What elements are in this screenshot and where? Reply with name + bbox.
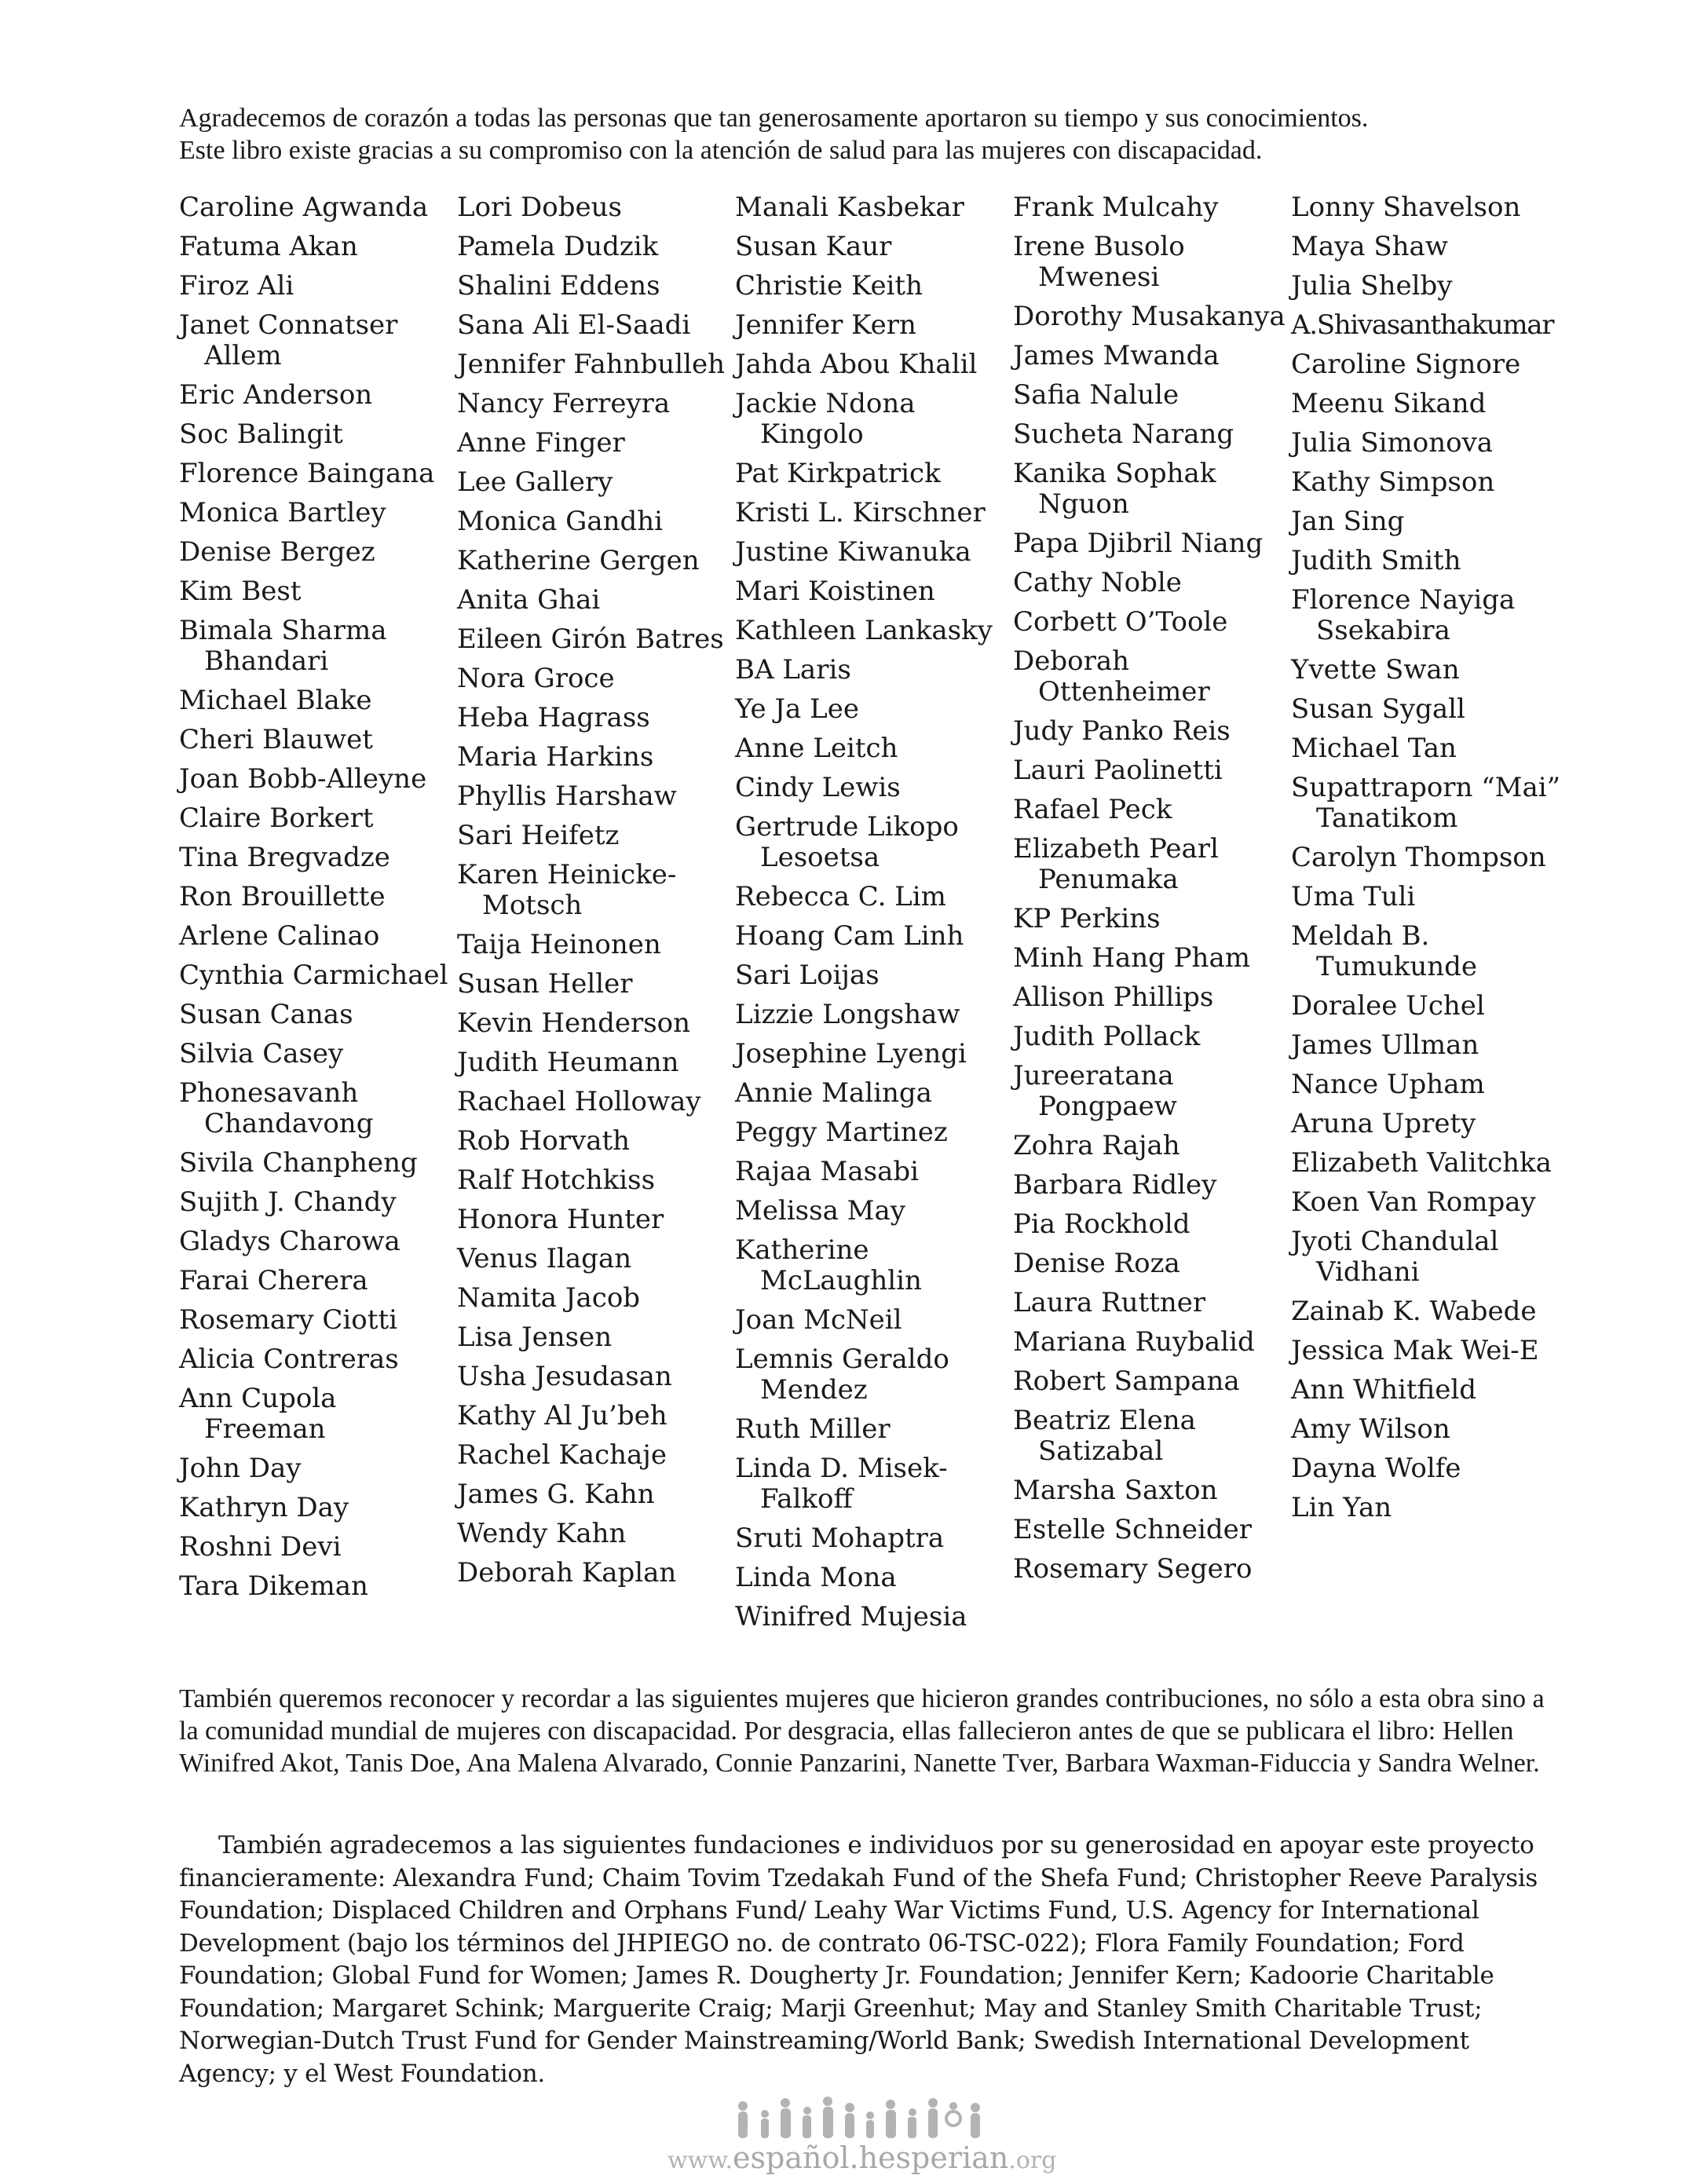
contributor-name: Ye Ja Lee: [735, 693, 859, 725]
contributor-name: Sruti Mohaptra: [735, 1523, 945, 1554]
contributor-name: Judith Pollack: [1013, 1021, 1201, 1052]
contributor-name: Robert Sampana: [1013, 1366, 1240, 1397]
contributor-name: Yvette Swan: [1291, 654, 1460, 686]
contributor-name: Phyllis Harshaw: [457, 781, 677, 812]
contributor-name: Justine Kiwanuka: [735, 536, 971, 568]
contributor-name: Rebecca C. Lim: [735, 881, 946, 912]
contributor-name: Barbara Ridley: [1013, 1169, 1217, 1201]
contributor-name: Susan Kaur: [735, 231, 892, 262]
contributor-name: Dayna Wolfe: [1291, 1453, 1461, 1484]
contributor-name: Jan Sing: [1291, 506, 1405, 537]
contributor-name: Uma Tuli: [1291, 881, 1416, 912]
contributor-name: Anita Ghai: [457, 584, 601, 616]
contributor-name: Zainab K. Wabede: [1291, 1296, 1537, 1327]
contributor-name: Laura Ruttner: [1013, 1287, 1206, 1318]
contributor-name: Zohra Rajah: [1013, 1130, 1180, 1161]
contributor-name: Rosemary Ciotti: [179, 1304, 397, 1336]
contributor-name: Ralf Hotchkiss: [457, 1164, 656, 1196]
contributor-name: Mariana Ruybalid: [1013, 1326, 1255, 1358]
contributor-name: Kathryn Day: [179, 1492, 349, 1523]
contributor-name: Jackie Ndona Kingolo: [735, 388, 916, 450]
contributor-name: Lori Dobeus: [457, 192, 622, 223]
contributor-name: Michael Tan: [1291, 733, 1457, 764]
people-silhouettes-icon: [667, 2095, 1044, 2144]
contributor-name: Judith Smith: [1291, 545, 1461, 576]
contributor-name: Florence Nayiga Ssekabira: [1291, 584, 1516, 646]
contributor-name: Estelle Schneider: [1013, 1514, 1252, 1545]
contributor-name: Minh Hang Pham: [1013, 942, 1250, 974]
contributor-name: Lisa Jensen: [457, 1322, 613, 1353]
contributor-name: Sana Ali El-Saadi: [457, 309, 691, 341]
intro-line-2: Este libro existe gracias a su compromiso con la atención de salud para las mujeres con discapacidad.: [179, 136, 1263, 165]
contributor-name: Kanika Sophak Nguon: [1013, 458, 1216, 520]
contributor-name: Maya Shaw: [1291, 231, 1448, 262]
contributor-name: Ron Brouillette: [179, 881, 386, 912]
contributor-name: Gertrude Likopo Lesoetsa: [735, 811, 959, 873]
contributor-name: Katherine McLaughlin: [735, 1234, 922, 1296]
contributor-name: Michael Blake: [179, 685, 372, 716]
contributor-name: Phonesavanh Chandavong: [179, 1077, 374, 1139]
contributor-name: Deborah Ottenheimer: [1013, 645, 1210, 707]
contributor-name: Susan Canas: [179, 999, 353, 1030]
contributor-name: Monica Bartley: [179, 497, 386, 528]
contributor-name: Kevin Henderson: [457, 1007, 691, 1039]
contributor-name: Denise Bergez: [179, 536, 375, 568]
contributor-name: Papa Djibril Niang: [1013, 528, 1264, 559]
contributor-name: Mari Koistinen: [735, 576, 935, 607]
contributor-name: Manali Kasbekar: [735, 192, 964, 223]
contributor-name: Ann Whitfield: [1291, 1374, 1476, 1406]
contributor-name: Jahda Abou Khalil: [735, 349, 978, 380]
contributor-name: Jureeratana Pongpaew: [1013, 1060, 1177, 1122]
url-suffix: .org: [1008, 2147, 1057, 2174]
contributor-name: Arlene Calinao: [179, 920, 380, 952]
contributor-name: Lauri Paolinetti: [1013, 755, 1223, 786]
contributor-name: Heba Hagrass: [457, 702, 650, 733]
contributor-name: Anne Leitch: [735, 733, 898, 764]
contributor-name: Linda Mona: [735, 1562, 897, 1593]
contributor-name: Pia Rockhold: [1013, 1208, 1190, 1240]
contributor-name: Beatriz Elena Satizabal: [1013, 1405, 1196, 1467]
contributor-name: Kathy Al Ju’beh: [457, 1400, 667, 1431]
url-prefix: www.: [667, 2147, 733, 2174]
contributor-name: Nora Groce: [457, 663, 615, 694]
contributor-name: Josephine Lyengi: [735, 1038, 967, 1069]
contributor-name: A.Shivasanthakumar: [1291, 309, 1554, 341]
contributor-name: Lonny Shavelson: [1291, 192, 1521, 223]
contributor-name: Lemnis Geraldo Mendez: [735, 1344, 949, 1406]
contributor-name: Sari Loijas: [735, 960, 880, 991]
contributor-name: Hoang Cam Linh: [735, 920, 964, 952]
contributor-name: Julia Simonova: [1291, 427, 1494, 459]
contributor-name: Melissa May: [735, 1195, 905, 1227]
contributor-name: Doralee Uchel: [1291, 990, 1485, 1022]
contributor-names: [179, 192, 1577, 1669]
footer-logo: [667, 2095, 1057, 2175]
contributor-name: Farai Cherera: [179, 1265, 368, 1296]
contributor-name: Sujith J. Chandy: [179, 1186, 397, 1218]
names-column-5: [1291, 192, 1574, 1532]
contributor-name: Winifred Mujesia: [735, 1601, 967, 1632]
contributor-name: Jessica Mak Wei-E: [1291, 1335, 1539, 1366]
contributor-name: Fatuma Akan: [179, 231, 358, 262]
contributor-name: Tara Dikeman: [179, 1570, 368, 1602]
contributor-name: James Ullman: [1291, 1029, 1479, 1061]
funders-paragraph: También agradecemos a las siguientes fundaciones e individuos por su generosidad en apoyar este proyecto financieramente: Alexandra Fund; Chaim Tovim Tzedakah Fund of the Shefa Fund; Christopher Reeve Paralysis Foundation; Displaced Children and Orphans Fund/ Leahy War Victims Fund, U.S. Agency for International Development (bajo los términos del JHPIEGO no. de contrato 06-TSC-022); Flora Family Foundation; Ford Foundation; Global Fund for Women; James R. Dougherty Jr. Foundation; Jennifer Kern; Kadoorie Charitable Foundation; Margaret Schink; Marguerite Craig; Marji Greenhut; May and Stanley Smith Charitable Trust; Norwegian-Dutch Trust Fund for Gender Mainstreaming/World Bank; Swedish International Development Agency; y el West Foundation.: [179, 1831, 1538, 2088]
contributor-name: Eileen Girón Batres: [457, 623, 724, 655]
contributor-name: Kim Best: [179, 576, 302, 607]
contributor-name: Elizabeth Valitchka: [1291, 1147, 1552, 1179]
website-url[interactable]: [667, 2141, 1057, 2175]
contributor-name: Katherine Gergen: [457, 545, 700, 576]
contributor-name: Sucheta Narang: [1013, 419, 1234, 450]
contributor-name: Denise Roza: [1013, 1248, 1180, 1279]
contributor-name: Annie Malinga: [735, 1077, 932, 1109]
names-column-1: [179, 192, 454, 1610]
contributor-name: Irene Busolo Mwenesi: [1013, 231, 1185, 293]
contributor-name: Nance Upham: [1291, 1069, 1485, 1100]
contributor-name: Eric Anderson: [179, 379, 373, 411]
contributor-name: Cindy Lewis: [735, 772, 901, 803]
contributor-name: Susan Heller: [457, 968, 633, 1000]
contributor-name: Maria Harkins: [457, 741, 654, 773]
contributor-name: Venus Ilagan: [457, 1243, 632, 1274]
contributor-name: Rachael Holloway: [457, 1086, 701, 1117]
contributor-name: Judy Panko Reis: [1013, 715, 1231, 747]
intro-line-1: Agradecemos de corazón a todas las personas que tan generosamente aportaron su tiempo y sus conocimientos.: [179, 104, 1369, 133]
contributor-name: Kristi L. Kirschner: [735, 497, 986, 528]
contributor-name: Meldah B. Tumukunde: [1291, 920, 1477, 982]
contributor-name: Usha Jesudasan: [457, 1361, 672, 1392]
contributor-name: Amy Wilson: [1291, 1413, 1450, 1445]
contributor-name: Claire Borkert: [179, 803, 374, 834]
memorial-paragraph: También queremos reconocer y recordar a las siguientes mujeres que hicieron grandes contribuciones, no sólo a esta obra sino a la comunidad mundial de mujeres con discapacidad. Por desgracia, ellas fallecieron antes de que se publicara el libro: Hellen Winifred Akot, Tanis Doe, Ana Malena Alvarado, Connie Panzarini, Nanette Tver, Barbara Waxman-Fiduccia y Sandra Welner.: [179, 1684, 1545, 1778]
contributor-name: Florence Baingana: [179, 458, 435, 489]
contributor-name: Allison Phillips: [1013, 982, 1214, 1013]
contributor-name: Sari Heifetz: [457, 820, 620, 851]
contributor-name: Joan Bobb-Alleyne: [179, 763, 427, 795]
contributor-name: Monica Gandhi: [457, 506, 664, 537]
contributor-name: Roshni Devi: [179, 1531, 342, 1563]
contributor-name: Jyoti Chandulal Vidhani: [1291, 1226, 1499, 1288]
contributor-name: Caroline Signore: [1291, 349, 1521, 380]
contributor-name: Jennifer Kern: [735, 309, 916, 341]
names-column-3: [735, 192, 1010, 1641]
names-column-2: [457, 192, 732, 1597]
contributor-name: Lin Yan: [1291, 1492, 1392, 1523]
contributor-name: Rachel Kachaje: [457, 1439, 667, 1471]
contributor-name: Joan McNeil: [735, 1304, 902, 1336]
contributor-name: Alicia Contreras: [179, 1344, 399, 1375]
contributor-name: Christie Keith: [735, 270, 923, 302]
intro-paragraph: [179, 102, 1545, 166]
contributor-name: Linda D. Misek-Falkoff: [735, 1453, 948, 1515]
contributor-name: Ann Cupola Freeman: [179, 1383, 337, 1445]
contributor-name: Julia Shelby: [1291, 270, 1453, 302]
contributor-name: Lee Gallery: [457, 466, 613, 498]
contributor-name: Anne Finger: [457, 427, 625, 459]
contributor-name: Karen Heinicke-Motsch: [457, 859, 677, 921]
contributor-name: James G. Kahn: [457, 1479, 655, 1510]
contributor-name: Elizabeth Pearl Penumaka: [1013, 833, 1219, 895]
contributor-name: Pamela Dudzik: [457, 231, 659, 262]
contributor-name: Rob Horvath: [457, 1125, 631, 1157]
contributor-name: Wendy Kahn: [457, 1518, 627, 1549]
contributor-name: Safia Nalule: [1013, 379, 1180, 411]
contributor-name: Kathy Simpson: [1291, 466, 1495, 498]
contributor-name: Peggy Martinez: [735, 1117, 948, 1148]
contributor-name: Janet Connatser Allem: [179, 309, 398, 371]
names-column-4: [1013, 192, 1288, 1593]
contributor-name: Cynthia Carmichael: [179, 960, 448, 991]
contributor-name: Susan Sygall: [1291, 693, 1465, 725]
contributor-name: Silvia Casey: [179, 1038, 344, 1069]
contributor-name: John Day: [179, 1453, 302, 1484]
contributor-name: Koen Van Rompay: [1291, 1186, 1536, 1218]
contributor-name: Judith Heumann: [457, 1047, 679, 1078]
contributor-name: Sivila Chanpheng: [179, 1147, 418, 1179]
contributor-name: Dorothy Musakanya: [1013, 301, 1286, 332]
contributor-name: Supattraporn “Mai” Tanatikom: [1291, 772, 1560, 834]
contributor-name: Tina Bregvadze: [179, 842, 390, 873]
contributor-name: Rajaa Masabi: [735, 1156, 919, 1187]
contributor-name: Cathy Noble: [1013, 567, 1182, 598]
url-main: español.hesperian: [733, 2141, 1009, 2175]
contributor-name: Firoz Ali: [179, 270, 294, 302]
contributor-name: Lizzie Longshaw: [735, 999, 960, 1030]
contributor-name: Taija Heinonen: [457, 929, 661, 960]
contributor-name: Marsha Saxton: [1013, 1475, 1218, 1506]
contributor-name: Gladys Charowa: [179, 1226, 400, 1257]
contributor-name: Meenu Sikand: [1291, 388, 1487, 419]
contributor-name: Caroline Agwanda: [179, 192, 429, 223]
contributor-name: Pat Kirkpatrick: [735, 458, 941, 489]
contributor-name: Honora Hunter: [457, 1204, 664, 1235]
contributor-name: Aruna Uprety: [1291, 1108, 1476, 1139]
contributor-name: Jennifer Fahnbulleh: [457, 349, 725, 380]
contributor-name: Rafael Peck: [1013, 794, 1172, 825]
contributor-name: Carolyn Thompson: [1291, 842, 1546, 873]
contributor-name: BA Laris: [735, 654, 851, 686]
contributor-name: Shalini Eddens: [457, 270, 660, 302]
contributor-name: Rosemary Segero: [1013, 1553, 1253, 1585]
contributor-name: Corbett O’Toole: [1013, 606, 1228, 638]
contributor-name: Nancy Ferreyra: [457, 388, 671, 419]
contributor-name: Soc Balingit: [179, 419, 343, 450]
contributor-name: Frank Mulcahy: [1013, 192, 1219, 223]
contributor-name: James Mwanda: [1013, 340, 1220, 371]
contributor-name: Kathleen Lankasky: [735, 615, 993, 646]
contributor-name: Ruth Miller: [735, 1413, 891, 1445]
contributor-name: Deborah Kaplan: [457, 1557, 677, 1589]
contributor-name: Cheri Blauwet: [179, 724, 373, 755]
contributor-name: KP Perkins: [1013, 903, 1161, 934]
contributor-name: Bimala Sharma Bhandari: [179, 615, 387, 677]
contributor-name: Namita Jacob: [457, 1282, 641, 1314]
